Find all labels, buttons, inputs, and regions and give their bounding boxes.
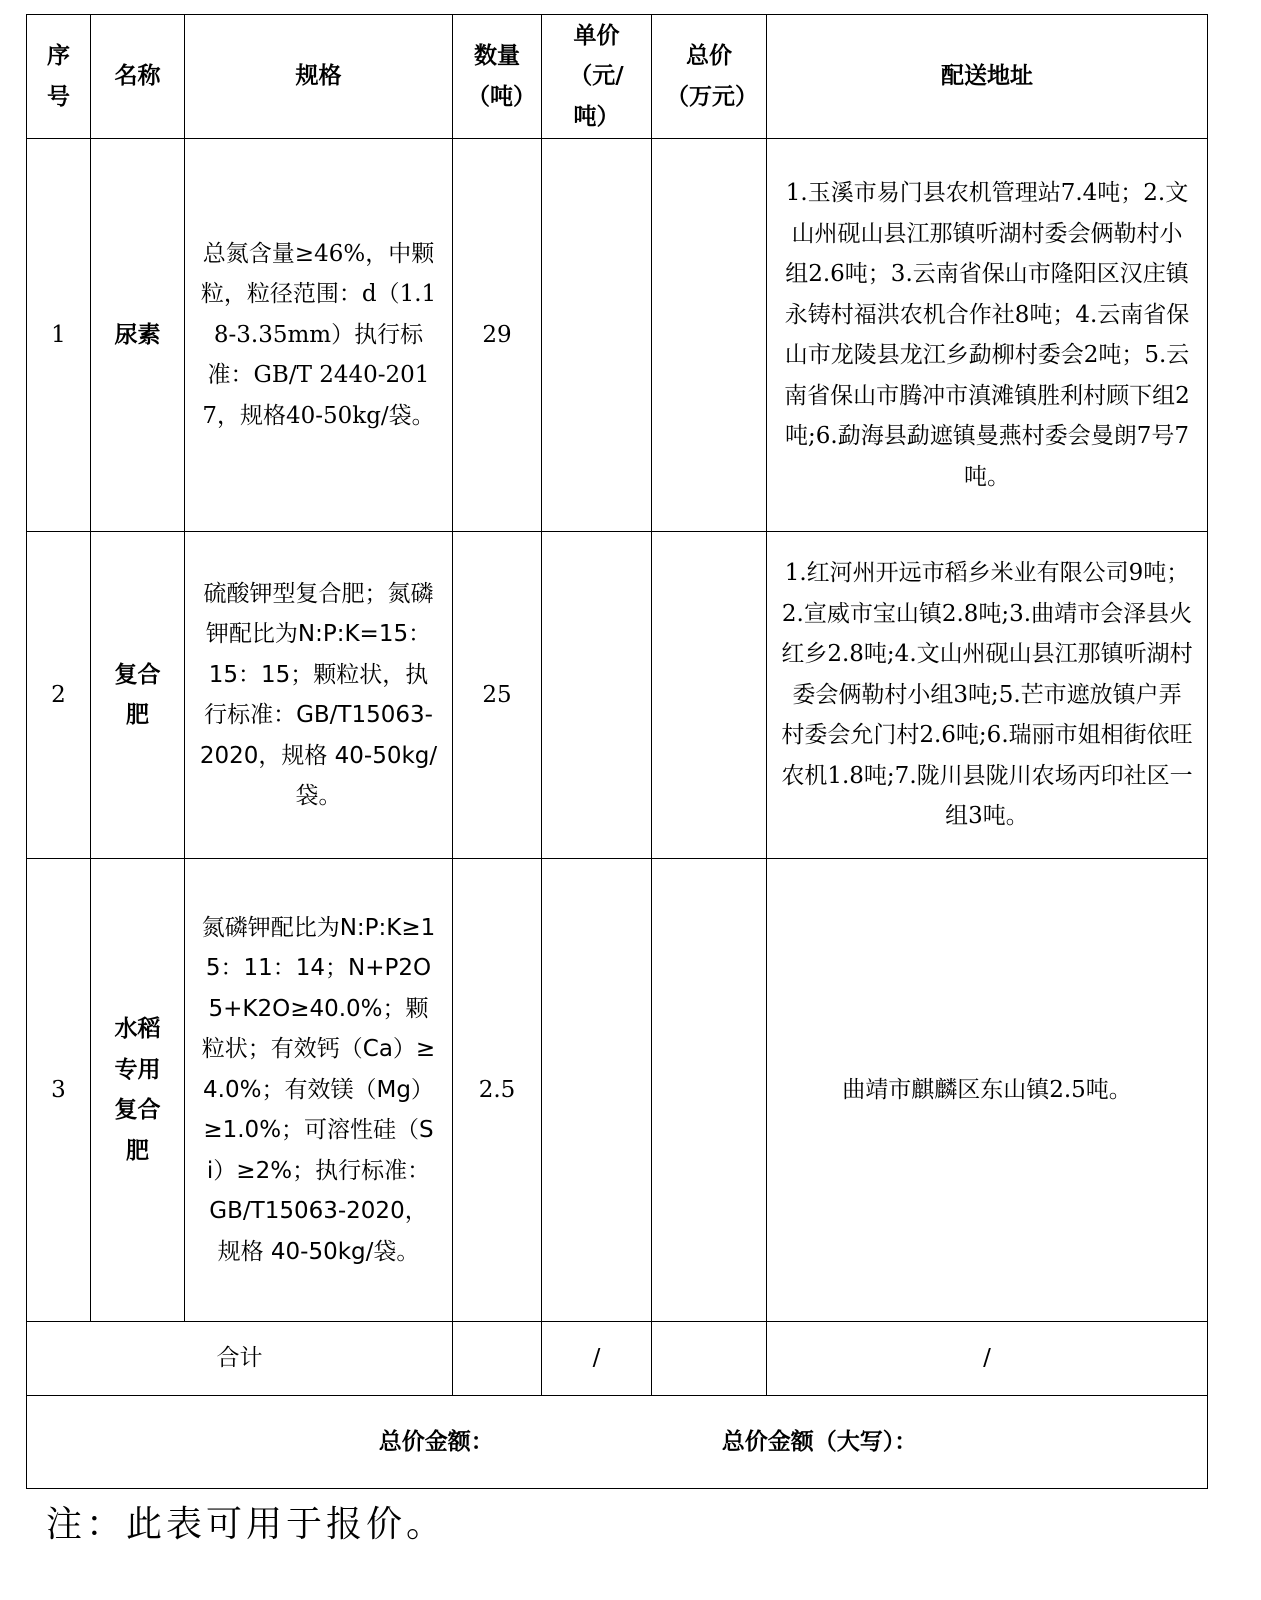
summary-address: / [767,1322,1208,1396]
table-row [27,139,1208,532]
table-row [27,532,1208,859]
row-spec: 总氮含量≥46%，中颗粒，粒径范围：d（1.18-3.35mm）执行标准：GB/T 2440-2017，规格40-50kg/袋。 [185,139,453,532]
total-row [27,1396,1208,1489]
row-total-price[interactable] [652,532,767,859]
header-name: 名称 [91,15,185,139]
row-unit-price[interactable] [542,139,652,532]
row-spec: 硫酸钾型复合肥；氮磷钾配比为N:P:K=15：15：15；颗粒状，执行标准：GB/T15063-2020，规格 40-50kg/袋。 [185,532,453,859]
row-total-price[interactable] [652,139,767,532]
header-address: 配送地址 [767,15,1208,139]
header-row [27,15,1208,139]
total-cell[interactable] [27,1396,1208,1489]
summary-row [27,1322,1208,1396]
row-address: 1.红河州开远市稻乡米业有限公司9吨；2.宣威市宝山镇2.8吨;3.曲靖市会泽县火红乡2.8吨;4.文山州砚山县江那镇听湖村委会俩勒村小组3吨;5.芒市遮放镇户弄村委会允门村2.6吨;6.瑞丽市姐相街依旺农机1.8吨;7.陇川县陇川农场丙印社区一组3吨。 [767,532,1208,859]
header-total-price: 总价（万元） [652,15,767,139]
row-qty: 25 [453,532,542,859]
table-note: 注：此表可用于报价。 [46,1504,447,1545]
row-seq: 2 [27,532,91,859]
row-seq: 3 [27,859,91,1322]
row-qty: 29 [453,139,542,532]
header-seq: 序号 [27,15,91,139]
summary-unit-price: / [542,1322,652,1396]
row-address: 1.玉溪市易门县农机管理站7.4吨；2.文山州砚山县江那镇听湖村委会俩勒村小组2.6吨；3.云南省保山市隆阳区汉庄镇永铸村福洪农机合作社8吨；4.云南省保山市龙陵县龙江乡勐柳村委会2吨；5.云南省保山市腾冲市滇滩镇胜利村顾下组2 吨;6.勐海县勐遮镇曼燕村委会曼朗7号7吨。 [767,139,1208,532]
row-qty: 2.5 [453,859,542,1322]
header-spec: 规格 [185,15,453,139]
total-amount-upper-label: 总价金额（大写）： [721,1428,918,1455]
row-spec: 氮磷钾配比为N:P:K≥15：11：14；N+P2O5+K2O≥40.0%；颗粒状；有效钙（Ca）≥4.0%；有效镁（Mg）≥1.0%；可溶性硅（Si）≥2%；执行标准：GB/T15063-2020，规格 40-50kg/袋。 [185,859,453,1322]
row-total-price[interactable] [652,859,767,1322]
header-unit-price: 单价（元/吨） [542,15,652,139]
summary-qty[interactable] [453,1322,542,1396]
header-qty: 数量（吨） [453,15,542,139]
row-name: 尿素 [91,139,185,532]
row-seq: 1 [27,139,91,532]
row-address: 曲靖市麒麟区东山镇2.5吨。 [767,859,1208,1322]
row-name: 水稻专用复合肥 [91,859,185,1322]
summary-total-price[interactable] [652,1322,767,1396]
summary-label: 合计 [27,1322,453,1396]
total-amount-label: 总价金额： [378,1428,494,1455]
table-row [27,859,1208,1322]
row-unit-price[interactable] [542,532,652,859]
row-unit-price[interactable] [542,859,652,1322]
row-name: 复合肥 [91,532,185,859]
quote-table [26,14,1208,1489]
